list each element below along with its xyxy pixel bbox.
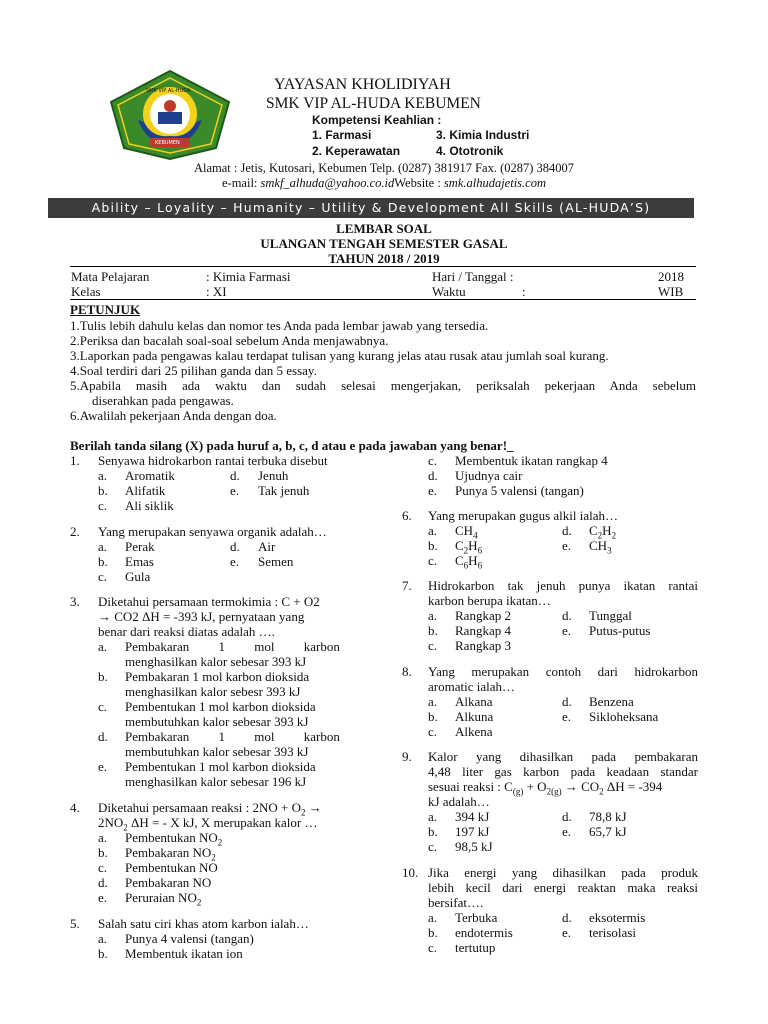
question-5-continued xyxy=(402,453,702,499)
option-d-letter[interactable]: d. xyxy=(230,539,240,554)
option-b-line2[interactable]: menghasilkan kalor sebesr 393 kJ xyxy=(125,684,301,699)
subscript: 2(g) xyxy=(546,786,562,797)
question-number: 4. xyxy=(70,800,80,815)
option-a[interactable]: Alkana xyxy=(455,694,493,709)
option-d[interactable]: Pembakaran NO xyxy=(125,875,212,890)
question-number: 8. xyxy=(402,664,412,679)
option-d-letter[interactable]: d. xyxy=(562,910,572,925)
option-e-letter[interactable]: e. xyxy=(98,759,108,774)
option-e[interactable]: terisolasi xyxy=(589,925,636,940)
question-number: 1. xyxy=(70,453,80,468)
question-text-line2: lebih kecil dari energi reaktan maka reaksi xyxy=(428,880,698,895)
email-link[interactable]: smkf_alhuda@yahoo.co.id xyxy=(260,176,395,190)
q9-text-a: sesuai reaksi : C xyxy=(428,779,513,794)
q9-text-c: → CO xyxy=(561,779,600,794)
question-text: Senyawa hidrokarbon rantai terbuka disebut xyxy=(98,453,328,468)
question-10 xyxy=(402,865,698,957)
subscript: 2 xyxy=(217,837,223,848)
question-text-line4: kJ adalah… xyxy=(428,794,490,809)
question-text-line2: 4,48 liter gas karbon pada keadaan standar xyxy=(428,764,698,779)
school-contact xyxy=(120,176,648,191)
option-a-letter[interactable]: a. xyxy=(98,539,108,554)
subscript: 3 xyxy=(607,545,612,556)
question-number: 9. xyxy=(402,749,412,764)
sheet-title: LEMBAR SOAL xyxy=(336,221,432,236)
option-c-letter[interactable]: c. xyxy=(428,553,438,568)
instruction-5-cont: diserahkan pada pengawas. xyxy=(92,393,234,408)
class-label: Kelas xyxy=(71,284,101,299)
question-3 xyxy=(70,594,366,794)
option-d-letter[interactable]: d. xyxy=(562,523,572,538)
school-logo xyxy=(108,70,232,160)
q4-text-b: → xyxy=(305,800,322,815)
option-a[interactable]: Perak xyxy=(125,539,155,554)
option-b-letter[interactable]: b. xyxy=(428,538,438,553)
option-e-line1[interactable]: Pembentukan 1 mol karbon dioksida xyxy=(125,759,316,774)
question-number: 3. xyxy=(70,594,80,609)
option-c[interactable]: 98,5 kJ xyxy=(455,839,493,854)
formula[interactable]: H xyxy=(602,523,612,538)
question-4 xyxy=(70,800,370,908)
option-c-letter[interactable]: c. xyxy=(428,839,438,854)
subscript: 6 xyxy=(463,560,469,571)
school-address: Alamat : Jetis, Kutosari, Kebumen Telp. (0287) 381917 Fax. (0287) 384007 xyxy=(193,161,575,175)
motto-banner: Ability – Loyality – Humanity – Utility & Development All Skills (AL-HUDA’S) xyxy=(48,198,694,218)
option-e[interactable]: Punya 5 valensi (tangan) xyxy=(455,483,584,498)
option-c[interactable]: tertutup xyxy=(455,940,496,955)
option-a[interactable]: Rangkap 2 xyxy=(455,608,511,623)
question-text-line3: bersifat…. xyxy=(428,895,484,910)
question-text: Yang merupakan gugus alkil ialah… xyxy=(428,508,619,523)
option-e-letter[interactable]: e. xyxy=(230,483,240,498)
option-b-letter[interactable]: b. xyxy=(428,824,438,839)
instruction-2: 2.Periksa dan bacalah soal-soal sebelum Anda menjawabnya. xyxy=(70,333,389,348)
subscript: 2 xyxy=(196,897,202,908)
q9-text-b: + O xyxy=(523,779,547,794)
question-9 xyxy=(402,749,698,855)
question-number: 5. xyxy=(70,916,80,931)
option-a-letter[interactable]: a. xyxy=(428,608,438,623)
instruction-6: 6.Awalilah pekerjaan Anda dengan doa. xyxy=(70,408,277,423)
option-c-letter[interactable]: c. xyxy=(428,453,438,468)
option-d[interactable]: Tunggal xyxy=(589,608,632,623)
class-value: : XI xyxy=(206,284,227,299)
time-value: WIB xyxy=(658,284,684,299)
option-b-letter[interactable]: b. xyxy=(98,669,108,684)
option-c-line2[interactable]: membutuhkan kalor sebesar 393 kJ xyxy=(125,714,309,729)
option-e[interactable]: 65,7 kJ xyxy=(589,824,627,839)
option-d[interactable]: Air xyxy=(258,539,276,554)
option-a-letter[interactable]: a. xyxy=(428,694,438,709)
option-d-letter[interactable]: d. xyxy=(98,875,108,890)
option-c[interactable]: Membentuk ikatan rangkap 4 xyxy=(455,453,608,468)
option-a-letter[interactable]: a. xyxy=(428,523,438,538)
instruction-3: 3.Laporkan pada pengawas kalau terdapat tulisan yang kurang jelas atau rusak atau jumlah soal kurang. xyxy=(70,348,609,363)
time-colon: : xyxy=(522,284,526,299)
option-e[interactable] xyxy=(589,538,612,559)
option-d[interactable]: Benzena xyxy=(589,694,634,709)
question-5 xyxy=(70,916,370,962)
subscript: 2 xyxy=(611,530,617,541)
option-b-letter[interactable]: b. xyxy=(428,709,438,724)
option-d-letter[interactable]: d. xyxy=(562,608,572,623)
email-label: e-mail: xyxy=(221,176,261,190)
option-d[interactable]: eksotermis xyxy=(589,910,646,925)
option-b[interactable]: Rangkap 4 xyxy=(455,623,511,638)
option-a-line2[interactable]: menghasilkan kalor sebesar 393 kJ xyxy=(125,654,307,669)
subscript: 4 xyxy=(473,530,478,541)
question-number: 7. xyxy=(402,578,412,593)
option-e-letter[interactable]: e. xyxy=(562,925,572,940)
option-e-letter[interactable]: e. xyxy=(562,623,572,638)
question-8 xyxy=(402,664,698,740)
instruction-5: 5.Apabila masih ada waktu dan sudah selesai mengerjakan, periksalah pekerjaan Anda sebelum xyxy=(70,378,696,393)
option-c-line1[interactable]: Pembentukan 1 mol karbon dioksida xyxy=(125,699,316,714)
option-b[interactable]: endotermis xyxy=(455,925,513,940)
website-label: Website : xyxy=(394,176,444,190)
exam-year: TAHUN 2018 / 2019 xyxy=(328,251,440,266)
day-label: Hari / Tanggal : xyxy=(432,269,514,284)
q4-text-a: Diketahui persamaan reaksi : 2NO + O xyxy=(98,800,301,815)
option-a-letter[interactable]: a. xyxy=(428,809,438,824)
option-b-line1[interactable]: Pembakaran 1 mol karbon dioksida xyxy=(125,669,310,684)
question-text-line1: Kalor yang dihasilkan pada pembakaran xyxy=(428,749,698,764)
option-c-letter[interactable]: c. xyxy=(98,569,108,584)
option-c[interactable]: Ali siklik xyxy=(125,498,174,513)
subscript: 2 xyxy=(463,545,469,556)
option-e-letter[interactable]: e. xyxy=(230,554,240,569)
option-b-letter[interactable]: b. xyxy=(428,925,438,940)
foundation-name: YAYASAN KHOLIDIYAH xyxy=(274,76,451,93)
option-c[interactable]: Gula xyxy=(125,569,151,584)
option-b-letter[interactable]: b. xyxy=(98,483,108,498)
question-text-line2: → CO2 ΔH = -393 kJ, pernyataan yang xyxy=(98,609,305,624)
logo-text-top: SMK VIP AL-HUDA xyxy=(146,88,191,94)
option-a-text[interactable]: Pembentukan NO xyxy=(125,830,218,845)
logo-text-bottom: KEBUMEN xyxy=(155,140,180,146)
formula[interactable]: H xyxy=(468,553,478,568)
option-c-letter[interactable]: c. xyxy=(98,699,108,714)
day-value: 2018 xyxy=(658,269,684,284)
option-d-line1[interactable]: Pembakaran 1 mol karbon xyxy=(125,729,340,744)
subscript: 6 xyxy=(477,545,483,556)
option-c[interactable]: Pembentukan NO xyxy=(125,860,218,875)
formula[interactable]: CH xyxy=(455,523,474,538)
option-b[interactable]: Membentuk ikatan ion xyxy=(125,946,243,961)
question-text-line1: Jika energi yang dihasilkan pada produk xyxy=(428,865,698,880)
formula[interactable]: C xyxy=(455,538,464,553)
option-e-letter[interactable]: e. xyxy=(562,709,572,724)
option-c-letter[interactable]: c. xyxy=(428,638,438,653)
option-d-letter[interactable]: d. xyxy=(562,694,572,709)
option-c[interactable] xyxy=(455,553,482,574)
option-d-letter[interactable]: d. xyxy=(230,468,240,483)
option-a[interactable]: Terbuka xyxy=(455,910,498,925)
question-text-line2: karbon berupa ikatan… xyxy=(428,593,551,608)
question-6 xyxy=(402,508,702,570)
option-d-letter[interactable]: d. xyxy=(562,809,572,824)
exam-title: ULANGAN TENGAH SEMESTER GASAL xyxy=(260,236,508,251)
competency-1: 1. Farmasi xyxy=(312,128,372,142)
instructions-heading: PETUNJUK xyxy=(70,302,141,317)
subject-value: : Kimia Farmasi xyxy=(206,269,291,284)
option-c-letter[interactable]: c. xyxy=(428,724,438,739)
competency-3: 3. Kimia Industri xyxy=(436,128,530,142)
option-c[interactable]: Rangkap 3 xyxy=(455,638,511,653)
instruction-1: 1.Tulis lebih dahulu kelas dan nomor tes Anda pada lembar jawab yang tersedia. xyxy=(70,318,489,333)
option-b[interactable]: Emas xyxy=(125,554,154,569)
option-a[interactable]: 394 kJ xyxy=(455,809,490,824)
option-a[interactable]: Aromatik xyxy=(125,468,175,483)
competency-2: 2. Keperawatan xyxy=(312,144,401,158)
option-e-text[interactable]: Peruraian NO xyxy=(125,890,197,905)
competency-title: Kompetensi Keahlian : xyxy=(312,113,442,127)
option-d-line2[interactable]: membutuhkan kalor sebesar 393 kJ xyxy=(125,744,309,759)
q4-text-d: ΔH = - X kJ, X merupakan kalor … xyxy=(127,815,318,830)
option-e[interactable] xyxy=(125,890,201,911)
subscript: 2 xyxy=(211,852,216,863)
option-a-line1[interactable]: Pembakaran 1 mol karbon xyxy=(125,639,340,654)
option-d[interactable]: 78,8 kJ xyxy=(589,809,627,824)
formula[interactable]: C xyxy=(455,553,464,568)
question-text-line1: Hidrokarbon tak jenuh punya ikatan rantai xyxy=(428,578,698,593)
subscript: 6 xyxy=(477,560,483,571)
formula[interactable]: C xyxy=(589,523,598,538)
divider-top xyxy=(70,266,696,267)
option-b-letter[interactable]: b. xyxy=(98,845,108,860)
subscript: 2 xyxy=(123,822,128,833)
option-e-letter[interactable]: e. xyxy=(428,483,438,498)
option-a-letter[interactable]: a. xyxy=(98,639,108,654)
option-a-letter[interactable]: a. xyxy=(98,468,108,483)
competency-4: 4. Ototronik xyxy=(436,144,504,158)
question-text-line2: aromatic ialah… xyxy=(428,679,515,694)
option-c-letter[interactable]: c. xyxy=(428,940,438,955)
subscript: 2 xyxy=(301,807,306,818)
section-heading: Berilah tanda silang (X) pada huruf a, b, c, d atau e pada jawaban yang benar!_ xyxy=(70,438,514,453)
formula[interactable]: CH xyxy=(589,538,608,553)
q4-text-c: 2NO xyxy=(98,815,124,830)
time-label: Waktu xyxy=(432,284,466,299)
option-e-letter[interactable]: e. xyxy=(562,538,572,553)
instruction-4: 4.Soal terdiri dari 25 pilihan ganda dan 5 essay. xyxy=(70,363,317,378)
subscript: 2 xyxy=(599,786,604,797)
question-7 xyxy=(402,578,698,654)
option-c-letter[interactable]: c. xyxy=(98,860,108,875)
option-e-line2[interactable]: menghasilkan kalor sebesar 196 kJ xyxy=(125,774,307,789)
question-text-line1: Diketahui persamaan termokimia : C + O2 xyxy=(98,594,320,609)
subscript: 2 xyxy=(597,530,603,541)
question-number: 2. xyxy=(70,524,80,539)
option-b[interactable]: Alifatik xyxy=(125,483,166,498)
formula[interactable]: H xyxy=(468,538,478,553)
option-a-letter[interactable]: a. xyxy=(98,931,108,946)
subscript: (g) xyxy=(512,786,524,797)
option-e[interactable]: Semen xyxy=(258,554,294,569)
question-number: 10. xyxy=(402,865,419,880)
option-e[interactable]: Putus-putus xyxy=(589,623,651,638)
option-a[interactable]: Punya 4 valensi (tangan) xyxy=(125,931,254,946)
question-text-line3: benar dari reaksi diatas adalah …. xyxy=(98,624,275,639)
option-b-letter[interactable]: b. xyxy=(428,623,438,638)
option-e[interactable]: Sikloheksana xyxy=(589,709,659,724)
option-b-letter[interactable]: b. xyxy=(98,946,108,961)
option-e-letter[interactable]: e. xyxy=(98,890,108,905)
divider-bottom xyxy=(70,299,696,300)
question-number: 6. xyxy=(402,508,412,523)
option-b[interactable]: 197 kJ xyxy=(455,824,490,839)
option-c-letter[interactable]: c. xyxy=(98,498,108,513)
option-d-letter[interactable]: d. xyxy=(98,729,108,744)
q9-text-d: ΔH = -394 xyxy=(603,779,663,794)
question-text-line1: Yang merupakan contoh dari hidrokarbon xyxy=(428,664,698,679)
school-name: SMK VIP AL-HUDA KEBUMEN xyxy=(266,95,481,112)
question-2 xyxy=(70,524,370,586)
option-a-letter[interactable]: a. xyxy=(428,910,438,925)
option-a-letter[interactable]: a. xyxy=(98,830,108,845)
option-e-letter[interactable]: e. xyxy=(562,824,572,839)
option-c[interactable]: Alkena xyxy=(455,724,493,739)
option-b[interactable]: Alkuna xyxy=(455,709,494,724)
option-d[interactable]: Jenuh xyxy=(258,468,289,483)
option-b-text[interactable]: Pembakaran NO xyxy=(125,845,212,860)
website-link[interactable]: smk.alhudajetis.com xyxy=(443,176,546,190)
subject-label: Mata Pelajaran xyxy=(71,269,150,284)
option-e[interactable]: Tak jenuh xyxy=(258,483,310,498)
question-text: Yang merupakan senyawa organik adalah… xyxy=(98,524,327,539)
question-text: Salah satu ciri khas atom karbon ialah… xyxy=(98,916,309,931)
option-d-letter[interactable]: d. xyxy=(428,468,438,483)
option-d[interactable]: Ujudnya cair xyxy=(455,468,523,483)
option-b-letter[interactable]: b. xyxy=(98,554,108,569)
question-1 xyxy=(70,453,370,515)
